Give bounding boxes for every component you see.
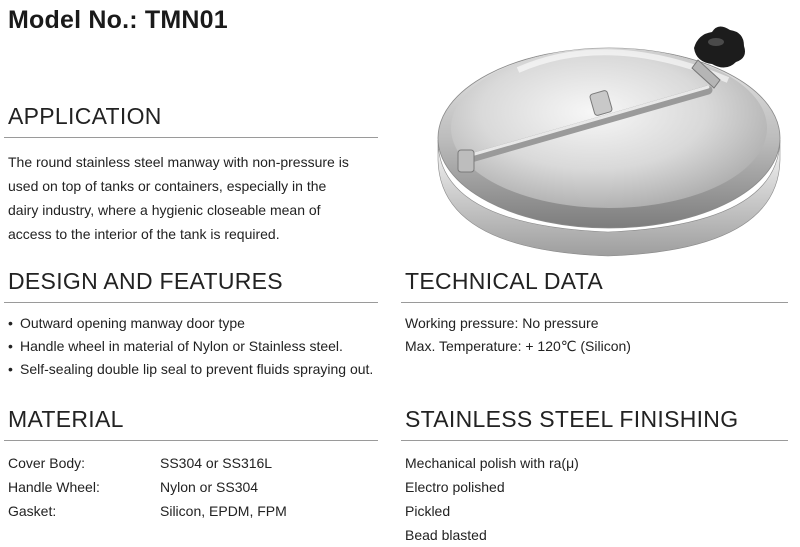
list-item xyxy=(8,335,373,358)
list-item-text: Handle wheel in material of Nylon or Stainless steel. xyxy=(20,338,343,354)
material-value: SS304 or SS316L xyxy=(160,455,273,471)
design-heading: DESIGN AND FEATURES xyxy=(8,268,283,294)
material-heading: MATERIAL xyxy=(8,406,124,432)
manway-cover-image xyxy=(428,10,800,260)
table-row xyxy=(8,475,287,499)
application-line: The round stainless steel manway with non-pressure is xyxy=(8,154,349,170)
bullet-dot: • xyxy=(8,361,13,377)
model-title: Model No.: TMN01 xyxy=(8,6,228,34)
technical-heading: TECHNICAL DATA xyxy=(405,268,604,294)
bullet-dot: • xyxy=(8,315,13,331)
design-divider xyxy=(4,302,378,303)
material-label: Cover Body: xyxy=(8,455,86,471)
finishing-divider xyxy=(401,440,788,441)
application-line: access to the interior of the tank is required. xyxy=(8,226,280,242)
finishing-line: Pickled xyxy=(405,503,451,519)
design-list xyxy=(8,312,373,381)
material-divider xyxy=(4,440,378,441)
finishing-line: Electro polished xyxy=(405,479,505,495)
bullet-dot: • xyxy=(8,338,13,354)
technical-line: Working pressure: No pressure xyxy=(405,315,599,331)
finishing-list xyxy=(405,451,579,547)
material-label: Handle Wheel: xyxy=(8,479,100,495)
application-heading: APPLICATION xyxy=(8,103,162,129)
list-item-text: Outward opening manway door type xyxy=(20,315,245,331)
material-value: Nylon or SS304 xyxy=(160,479,259,495)
list-item-text: Self-sealing double lip seal to prevent fluids spraying out. xyxy=(20,361,374,377)
finishing-line: Bead blasted xyxy=(405,527,487,543)
table-row xyxy=(8,499,287,523)
finishing-heading: STAINLESS STEEL FINISHING xyxy=(405,406,739,432)
application-line: used on top of tanks or containers, especially in the xyxy=(8,178,327,194)
technical-line: Max. Temperature: + 120℃ (Silicon) xyxy=(405,338,631,354)
table-row xyxy=(8,451,287,475)
material-value: Silicon, EPDM, FPM xyxy=(160,503,287,519)
material-label: Gasket: xyxy=(8,503,57,519)
application-text xyxy=(8,150,378,246)
technical-divider xyxy=(401,302,788,303)
finishing-line: Mechanical polish with ra(μ) xyxy=(405,455,579,471)
application-divider xyxy=(4,137,378,138)
material-table xyxy=(8,451,287,523)
list-item xyxy=(8,312,373,335)
application-line: dairy industry, where a hygienic closeable mean of xyxy=(8,202,321,218)
technical-list xyxy=(405,312,631,358)
list-item xyxy=(8,358,373,381)
